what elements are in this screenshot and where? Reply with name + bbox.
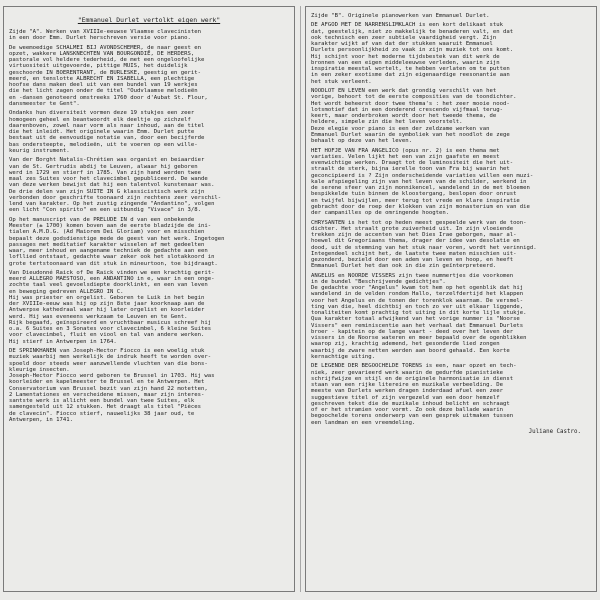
left-paragraph-3: Ondanks hun diversiteit vormen deze 19 stukjes een zeer homogeen geheel en beantwoordt elk deeltje op zichzelf daarenboven, zowel naar vorm als naar inhoud, aan de titel die het inleidt. Het originele waarin Emm. Durlet putte bestaat uit de eenvoudige notatie van, door een becijferde bas ondersteepte, melodieën, uit te voeren op een wille- keurig instrument. xyxy=(9,110,205,154)
right-paragraph-7: DE LEGENDE DER BEGOOCHELDE TORENS is een, naar opzet en tech- niek, zeer gevarieerd werk waarin de gedurfde pianistieke schrijfwijze en stijl en de originele harmonisatie in dienst staan van een rijke litereire en muzikale verbeelding. De meeste van Durlets werken dragen inderdaad afuel een zeer suggestieve titel of zijn vergezeld van een door hemzelf geschreven tekst die de muzikale inhoud belicht en schraagt of er het stramien voor vormt. Zo ook deze ballade waarin begoochelde torens onderwerp van een gesprek uitmaken tussen een landman en een vreemdeling. xyxy=(311,363,517,426)
left-paragraph-4: Van der Borght Natalis-Chrétien was organist en beiaardier van de St. Gertrudis abdij te Leuven, alwaar hij geboren werd in 1729 en stierf in 1785. Van zijn hand werden twee maal zes Suites voor het clavecimbel gepubliceerd. De wande van deze werken bewijst dat hij een talentvol kunstenaar was. De drie delen van zijn SUITE IN G klassicistisch werk zijn verbonden door geschrifte toonaard zijn rechtens zeer verschil- lend van karakter. Op het zustig zingende "Andantino", volgen een licht "Con spirito" en een uitbundig "Vivace" in 3/8. xyxy=(9,157,222,214)
left-paragraph-6: Van Dieudonné Raick of De Raick vinden we een krachtig gerit- meerd ALLEGRO MAESTOSO, een ANDANTINO in e, waar in een onge- zochte taal veel gevoelsdiepte doorklinkt, en een van leven en beweging gedreven ALLEGRO IN C. Hij was priester en orgelist. Geboren te Luik in het begin der XVIIIe-eeuw was hij op zijn 8ste jaar koorknaap aan de Antwerpse kathedraal waar hij later orgelist en koorleider werd. Hij was eveneens werkzaam te Leuven en te Gent. Rijk begaafd, geïnspireerd en vruchtbaar musicus schreef hij o.a. 6 Suites en 3 Sonates voor clavecimbel, 6 kleine Suites voor clavecimbel, fluit en viool en tal van andere werken. Hij stierf in Antwerpen in 1764. xyxy=(9,269,215,345)
right-paragraph-4: HET HOFJE VAN FRA ANGELICO (opus nr. 2) is een thema met variaties. Velen lijkt het een van zijn gaafste en meest evenwichtige werken. Draagt tot de luminositeit die het uit- straalt de sterk, bijna ierelle toon van Fra bij waarin het geconcipieerd is ? Zijn onderscheidende variaties willen een muzi- kale afspiegeling zijn van het leven van de schilder, werkend in de serene sfeer van zijn monnikencel, wandelend in de met bloemen bespikkelde tuin binnen de kloostergang, beslopen door onrust en twijfel bijwijlen, meer terug tot vrede en klare inspiratie gebracht door de roep der klokken van zijn monasterium en van die der campanilles op de omringende hoogten. xyxy=(311,147,534,217)
left-title: "Emmanuel Durlet vertolkt eigen werk" xyxy=(77,16,221,24)
column-separator xyxy=(300,6,301,592)
right-column xyxy=(305,6,597,592)
right-paragraph-3: NOODLOT EN LEVEN een werk dat grondig verschilt van het vorige, behoort tot de eerste composities van de toondichter. Het wordt beheerst door twee thema's : het zeer mooie nood- lotsmotief dat in een donderend crescendo vijfmaal terug- keert, maar onderbroken wordt door het tweede thema, de heldere, simpele zin die het leven voorstelt. Deze elegie voor piano is een der zeldzame werken van Emmanuel Durlet waarin de symboliek van het noodlot de zege behaalt op deze van het leven. xyxy=(311,88,517,145)
left-paragraph-2: De weemoedige SCHALMEI BIJ AVONDSCHEMER, de naar geest en opzet, wakkere LANSKNECHTEN VAN BOURGONDIË, DE HERDERS, pastorale vol heldere tederheid, de met een ongeloofelijke virtuositeit uitgevoerde, pittige MUIS, het duidelijk geschoorde IN BOERENTRANT, de BURLESKE, geestig en gerit- meerd, en tenslotte ALBRECHT EN ISABELLA, een plechtige hoofse dans maken deel uit van een bundel van 19 werkjes die het licht zagen onder de titel "Oudvlaamse melodieën en -dansen genoteerd omstreeks 1760 door d'Aubat St. Flour, dansmeester te Gent". xyxy=(9,44,208,107)
left-paragraph-5: Op het manuscript van de PRELUDE IN d van een onbekende Meester (± 1700) komen boven aan de eerste bladzijde de ini- tialen A.M.D.G. (Ad Maiorem Dei Gloriam) voor en misschien bepaalt deze godsdienstige mede de geest van het werk. Ingetogen passages met meditatief karakter wisselen af met gedeelten waar, meer inhoud en aangename techniek de gedachte aan een lofllied ontstaat, gedachte waar zeker ook het slotakkoord in grote tertstoonaard van dit stuk in mineurtoon, toe bijdraagt. xyxy=(9,216,225,267)
left-column xyxy=(3,6,295,592)
right-paragraph-5: CHRYSANTEN is het tot op heden meest gespeelde werk van de toon- dichter. Het straalt grote zuiverheid uit. In zijn vloeiende trekken zijn de accenten van het Dies Irae geborgen, maar al- hoewel dit Gregoriaans thema, drager der idee van desolatie en dood, uit de stemming van het stuk naar voren, wordt het verinnigd. Integendeel schijnt het, de laatste twee maten misschien uit- gezonderd, bezield door een adem van leven en hoop, en heeft Emmanuel Durlet het dan ook in die zin geïnterpreteerd. xyxy=(311,219,537,270)
left-paragraph-7: DE SPRINKHANEN van Joseph-Hector Fiocco is een woelig stuk muziek waarbij men werkelijk de indruk heeft te worden over- spoeld door steeds weer aanzwellende vluchten van die bons- kleurige insecten. Joseph-Hector Fiocco werd geboren te Brussel in 1703. Hij was koorleider en kapelmeester te Brussel en te Antwerpen. Het Conservatorium van Brussel bezit van zijn hand 22 motetten, 2 Lamentationes en verscheidene missen, maar zijn interes- santste werk is allicht een bundel van twee Suites, elk samengesteld uit 12 stukken. Het draagt als titel "Pièces de clavecin". Fiocco stierf, nauwelijks 38 jaar oud, te Antwerpen, in 1741. xyxy=(9,348,215,423)
right-paragraph-2: DE AFGOD MET DE NARRENSLIMKLACH is een kort delikaat stuk dat, geestelijk, niet zo makkelijk te benaderen valt, en dat ook technisch een zeer subtiele vaardigheid vergt. Zijn karakter wijkt af van dat der stukken waaruit Emmanuel Durlets persoonlijkheid zo vaak in zijn muziek tot ons komt. Hij schijnt voor het moderne tijdsbestek van dit werk de bronnen van een eigen middeleeuwse verleden, waarin zijn inspiratie meestal wortelt, te hebben verlaten om te putten in een zeker exotisme dat zijn eigenaardige reesonantie aan het stuk verleent. xyxy=(311,22,514,85)
author-signature: Juliane Castro. xyxy=(528,429,581,436)
right-paragraph-6: ANGELUS en NOORDE VISSERS zijn twee nummertjes die voorkomen in de bundel "Beschrijvende gedichtjes". De gedachte voor "Angelus" kwam tot hem op het ogenblik dat hij wandelend in de velden rondom Hallo, terzelfdertijd het klappen voor het Angelus en de tonen der torenklok waarnam. De versmel- ting van die, heel dichtbij en toch zo ver uit elkaar liggende, tonaliteiten komt prachtig tot uiting in dit korte lijle stukje. Qua karakter totaal afwijkend van het vorige nummer is "Noorse Vissers" een reminiscentie aan het verhaal dat Emmanuel Durlets broer - kapitein op de lange vaart - deed over het leven der vissers in de Noorse wateren en meer bepaald over de ogenblikken waarop zij, krachtig ademend, het gesonderde lied zongen waarbij de zware netten werden aan boord gehaald. Een korte kernachtige uiting. xyxy=(311,272,527,360)
left-paragraph-1: Zijde "A". Werken van XVIIIe-eeuwse Vlaamse clavecinisten in een door Emm. Durlet herschreven versie voor piano. xyxy=(9,29,201,42)
right-paragraph-1: Zijde "B". Originele pianowerken van Emmanuel Durlet. xyxy=(311,13,490,19)
